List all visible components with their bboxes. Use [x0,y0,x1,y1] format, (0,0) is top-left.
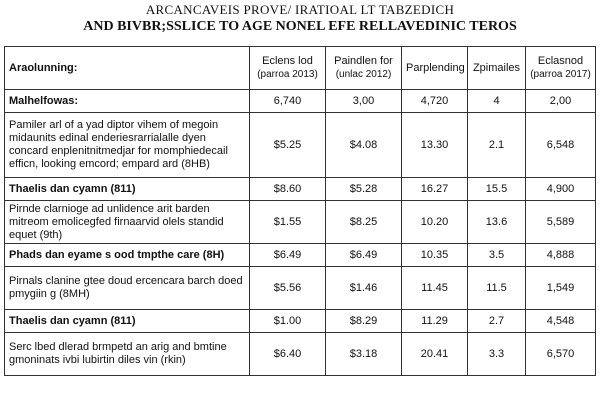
value-cell: 4 [468,90,526,113]
value-cell: 13.6 [468,201,526,244]
row-label-cell: Thaelis dan cyamn (811) [5,310,250,333]
value-cell: $8.29 [326,310,402,333]
value-cell: 15.5 [468,178,526,201]
value-cell: 4,548 [526,310,596,333]
value-cell: 4,720 [402,90,468,113]
value-cell: $1.55 [250,201,326,244]
value-cell: $3.18 [326,333,402,376]
value-cell: 4,888 [526,244,596,267]
value-cell: $1.46 [326,267,402,310]
table-header-row [5,47,596,90]
column-header [326,47,402,90]
row-label-cell: Phads dan eyame s ood tmpthe care (8H) [5,244,250,267]
table-row [5,244,596,267]
value-cell: 11.45 [402,267,468,310]
column-header [250,47,326,90]
value-cell: 10.20 [402,201,468,244]
value-cell: 2.1 [468,113,526,178]
value-cell: 20.41 [402,333,468,376]
column-header-label: Araolunning: [9,61,78,74]
value-cell: 2,00 [526,90,596,113]
table-row [5,267,596,310]
value-cell: $5.28 [326,178,402,201]
table-row [5,333,596,376]
value-cell: 3.3 [468,333,526,376]
value-cell: $6.49 [250,244,326,267]
value-cell: 5,589 [526,201,596,244]
title-block [0,0,600,44]
value-cell: $5.25 [250,113,326,178]
document-title-line1: ARCANCAVEIS PROVE/ IRATIOAL LT TABZEDICH [145,2,455,17]
document-title-line2: AND BIVBR;SSLICE TO AGE NONEL EFE RELLAVEDINIC TEROS [83,19,517,34]
value-cell: 6,570 [526,333,596,376]
value-cell: $6.49 [326,244,402,267]
column-header [526,47,596,90]
column-header-label: Eclasnod [537,55,584,67]
column-header-label: Zpimailes [472,61,521,74]
value-cell: 10.35 [402,244,468,267]
table-row [5,178,596,201]
column-header-label: Paindlen for [334,55,393,67]
column-header [402,47,468,90]
row-label-cell: Serc lbed dlerad brmpetd an arig and bmtine gmoninats ivbi lubirtin diles vin (rkin) [5,333,250,376]
value-cell: 4,900 [526,178,596,201]
data-table [4,46,596,376]
value-cell: 3,00 [326,90,402,113]
row-label-cell: Pamiler arl of a yad diptor vihem of megoin midaunits edinal enderiesrarrialalle dyen concard enplenitnitmedjar for momphiedecail efficn, looking emcord; empard ard (8HB) [5,113,250,178]
column-header-subtitle: (parroa 2013) [257,69,318,80]
value-cell: $8.60 [250,178,326,201]
value-cell: $8.25 [326,201,402,244]
value-cell: 1,549 [526,267,596,310]
table-row [5,113,596,178]
row-label-cell: Pirnals clanine gtee doud ercencara barch doed pmygiin g (8MH) [5,267,250,310]
value-cell: $5.56 [250,267,326,310]
table-row [5,310,596,333]
value-cell: 6,548 [526,113,596,178]
column-header [5,47,250,90]
row-label-cell: Thaelis dan cyamn (811) [5,178,250,201]
column-header [468,47,526,90]
row-label-cell: Pirnde clarnioge ad unlidence arit barden mitreom emolicegfed firnaarvid olels standid equet (9th) [5,201,250,244]
value-cell: 16.27 [402,178,468,201]
value-cell: $4.08 [326,113,402,178]
column-header-label: Eclens lod [262,55,313,67]
column-header-subtitle: (unlac 2012) [335,69,392,80]
value-cell: 11.29 [402,310,468,333]
table-row [5,90,596,113]
column-header-subtitle: (parroa 2017) [530,69,591,80]
value-cell: 11.5 [468,267,526,310]
value-cell: $1.00 [250,310,326,333]
value-cell: 2.7 [468,310,526,333]
column-header-label: Parplending [406,61,465,74]
row-label-cell: Malhelfowas: [5,90,250,113]
value-cell: 13.30 [402,113,468,178]
table-row [5,201,596,244]
value-cell: $6.40 [250,333,326,376]
value-cell: 3.5 [468,244,526,267]
value-cell: 6,740 [250,90,326,113]
table-body [5,90,596,376]
